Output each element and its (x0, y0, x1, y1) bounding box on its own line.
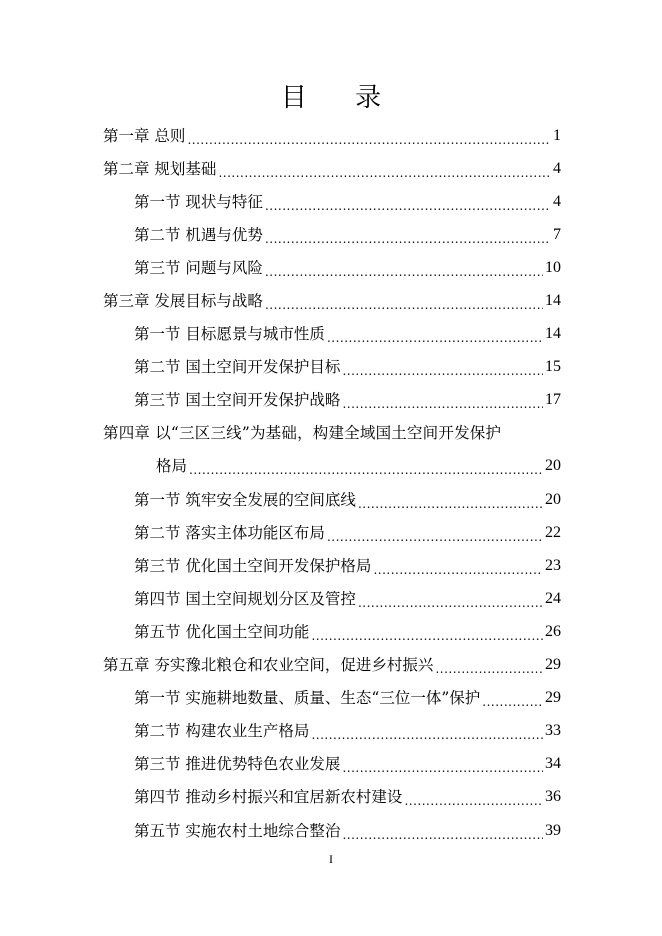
toc-entry-page-number: 4 (553, 159, 561, 177)
toc-entry-chapter[interactable] (103, 119, 561, 152)
toc-entry-label: 第三节 优化国土空间开发保护格局 (134, 556, 372, 575)
toc-entry-page-number: 4 (553, 192, 561, 210)
toc-entry-chapter[interactable] (103, 284, 561, 317)
toc-entry-label: 第一章 总则 (103, 126, 186, 145)
table-of-contents (103, 119, 561, 847)
toc-dot-leader (265, 262, 543, 282)
toc-dot-leader (265, 295, 543, 315)
toc-entry-section[interactable] (103, 615, 561, 648)
toc-entry-page-number: 17 (545, 391, 561, 409)
toc-entry-page-number: 14 (545, 325, 561, 343)
toc-entry-label: 第五章 夯实豫北粮仓和农业空间，促进乡村振兴 (103, 656, 434, 675)
toc-entry-section[interactable] (103, 582, 561, 615)
toc-entry-section[interactable] (103, 318, 561, 351)
toc-entry-label: 第二节 落实主体功能区布局 (134, 523, 325, 542)
toc-entry-page-number: 29 (545, 689, 561, 707)
toc-entry-section[interactable] (103, 814, 561, 847)
toc-entry-label: 第三节 问题与风险 (134, 258, 263, 277)
toc-dot-leader (482, 692, 543, 712)
toc-entry-label: 第二节 机遇与优势 (134, 225, 263, 244)
toc-entry-continuation[interactable] (103, 450, 561, 483)
toc-entry-chapter[interactable] (103, 152, 561, 185)
toc-entry-page-number: 22 (545, 523, 561, 541)
toc-entry-section[interactable] (103, 549, 561, 582)
toc-dot-leader (311, 725, 543, 745)
toc-dot-leader (218, 163, 551, 183)
toc-entry-page-number: 29 (545, 656, 561, 674)
toc-entry-page-number: 15 (545, 358, 561, 376)
toc-entry-label: 第三节 国土空间开发保护战略 (134, 391, 341, 410)
toc-entry-label: 第二节 构建农业生产格局 (134, 722, 310, 741)
toc-entry-page-number: 39 (545, 821, 561, 839)
toc-dot-leader (342, 361, 543, 381)
toc-entry-section[interactable] (103, 715, 561, 748)
toc-entry-label: 第一节 实施耕地数量、质量、生态“三位一体”保护 (134, 689, 481, 708)
toc-entry-section[interactable] (103, 351, 561, 384)
toc-entry-label: 第五节 实施农村土地综合整治 (134, 821, 341, 840)
toc-dot-leader (342, 758, 543, 778)
toc-entry-label: 第四章 以“三区三线”为基础，构建全域国土空间开发保护 (103, 424, 502, 443)
toc-entry-page-number: 20 (545, 490, 561, 508)
toc-dot-leader (189, 460, 543, 480)
toc-entry-page-number: 7 (553, 225, 561, 243)
toc-entry-page-number: 33 (545, 722, 561, 740)
toc-dot-leader (265, 196, 551, 216)
toc-dot-leader (373, 560, 543, 580)
toc-dot-leader (358, 593, 543, 613)
toc-dot-leader (358, 494, 543, 514)
toc-entry-label: 第一节 目标愿景与城市性质 (134, 325, 325, 344)
toc-entry-page-number: 20 (545, 457, 561, 475)
toc-entry-label: 第二节 国土空间开发保护目标 (134, 358, 341, 377)
toc-entry-section[interactable] (103, 781, 561, 814)
toc-entry-label: 格局 (156, 457, 188, 476)
toc-dot-leader (342, 394, 543, 414)
toc-entry-label: 第一节 筑牢安全发展的空间底线 (134, 490, 356, 509)
toc-entry-section[interactable] (103, 251, 561, 284)
toc-entry-page-number: 24 (545, 589, 561, 607)
toc-entry-label: 第四节 推动乡村振兴和宜居新农村建设 (134, 788, 403, 807)
toc-dot-leader (404, 791, 543, 811)
toc-entry-chapter[interactable] (103, 649, 561, 682)
toc-entry-section[interactable] (103, 483, 561, 516)
toc-entry-label: 第一节 现状与特征 (134, 192, 263, 211)
toc-dot-leader (435, 659, 543, 679)
toc-entry-page-number: 10 (545, 258, 561, 276)
toc-entry-page-number: 36 (545, 788, 561, 806)
toc-dot-leader (342, 825, 543, 845)
toc-entry-chapter[interactable] (103, 417, 561, 450)
toc-entry-section[interactable] (103, 185, 561, 218)
toc-entry-page-number: 34 (545, 755, 561, 773)
toc-entry-page-number: 14 (545, 292, 561, 310)
toc-dot-leader (265, 229, 551, 249)
toc-entry-label: 第四节 国土空间规划分区及管控 (134, 589, 356, 608)
toc-entry-section[interactable] (103, 218, 561, 251)
toc-entry-section[interactable] (103, 384, 561, 417)
toc-entry-label: 第三章 发展目标与战略 (103, 292, 263, 311)
toc-entry-page-number: 26 (545, 622, 561, 640)
toc-dot-leader (327, 527, 543, 547)
toc-entry-section[interactable] (103, 682, 561, 715)
footer-page-number: I (329, 852, 333, 866)
toc-entry-section[interactable] (103, 748, 561, 781)
toc-entry-page-number: 23 (545, 556, 561, 574)
page-title: 目 录 (280, 83, 402, 113)
toc-entry-section[interactable] (103, 516, 561, 549)
toc-entry-label: 第五节 优化国土空间功能 (134, 622, 310, 641)
toc-entry-label: 第二章 规划基础 (103, 159, 217, 178)
toc-dot-leader (311, 626, 543, 646)
toc-dot-leader (327, 328, 543, 348)
toc-entry-label: 第三节 推进优势特色农业发展 (134, 755, 341, 774)
toc-dot-leader (187, 130, 551, 150)
toc-entry-page-number: 1 (553, 126, 561, 144)
